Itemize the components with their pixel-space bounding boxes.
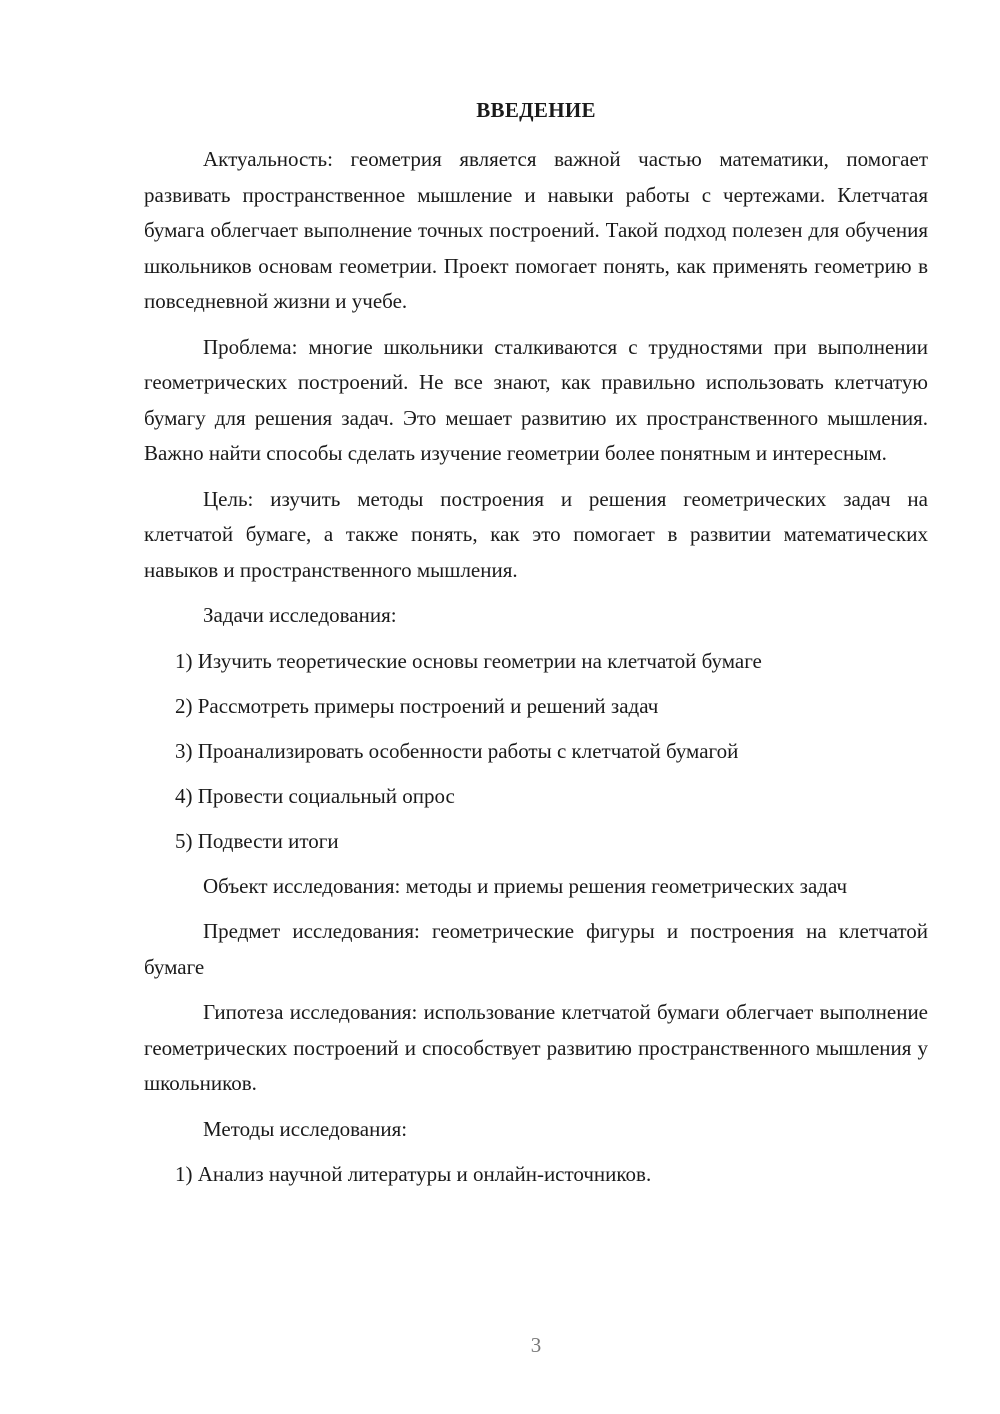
hypothesis-paragraph: Гипотеза исследования: использование клетчатой бумаги облегчает выполнение геометрических построений и способствует развитию пространственного мышления у школьников.: [144, 1000, 928, 1095]
relevance-paragraph: Актуальность: геометрия является важной частью математики, помогает развивать пространственное мышление и навыки работы с чертежами. Клетчатая бумага облегчает выполнение точных построений. Такой подход полезен для обучения школьников основам геометрии. Проект помогает понять, как применять геометрию в повседневной жизни и учебе.: [144, 147, 928, 313]
task-item: 5) Подвести итоги: [175, 828, 339, 853]
task-item: 4) Провести социальный опрос: [175, 783, 455, 808]
problem-paragraph: Проблема: многие школьники сталкиваются с трудностями при выполнении геометрических построений. Не все знают, как правильно использовать клетчатую бумагу для решения задач. Это мешает развитию их пространственного мышления. Важно найти способы сделать изучение геометрии более понятным и интересным.: [144, 334, 928, 465]
methods-label: Методы исследования:: [203, 1116, 408, 1141]
document-page: [144, 92, 928, 1202]
task-item: 3) Проанализировать особенности работы с клетчатой бумагой: [175, 738, 739, 763]
tasks-label: Задачи исследования:: [203, 603, 397, 627]
page-number: 3: [530, 1333, 542, 1357]
subject-paragraph: Предмет исследования: геометрические фигуры и построения на клетчатой бумаге: [144, 919, 928, 979]
tasks-list: [144, 644, 928, 860]
task-item: 2) Рассмотреть примеры построений и решений задач: [175, 693, 659, 718]
methods-list: [144, 1157, 928, 1193]
object-paragraph: Объект исследования: методы и приемы решения геометрических задач: [203, 873, 848, 898]
goal-paragraph: Цель: изучить методы построения и решения геометрических задач на клетчатой бумаге, а также понять, как это помогает в развитии математических навыков и пространственного мышления.: [144, 486, 928, 582]
task-item: 1) Изучить теоретические основы геометрии на клетчатой бумаге: [175, 648, 762, 673]
section-heading: ВВЕДЕНИЕ: [476, 98, 596, 122]
method-item: 1) Анализ научной литературы и онлайн-источников.: [175, 1162, 652, 1186]
